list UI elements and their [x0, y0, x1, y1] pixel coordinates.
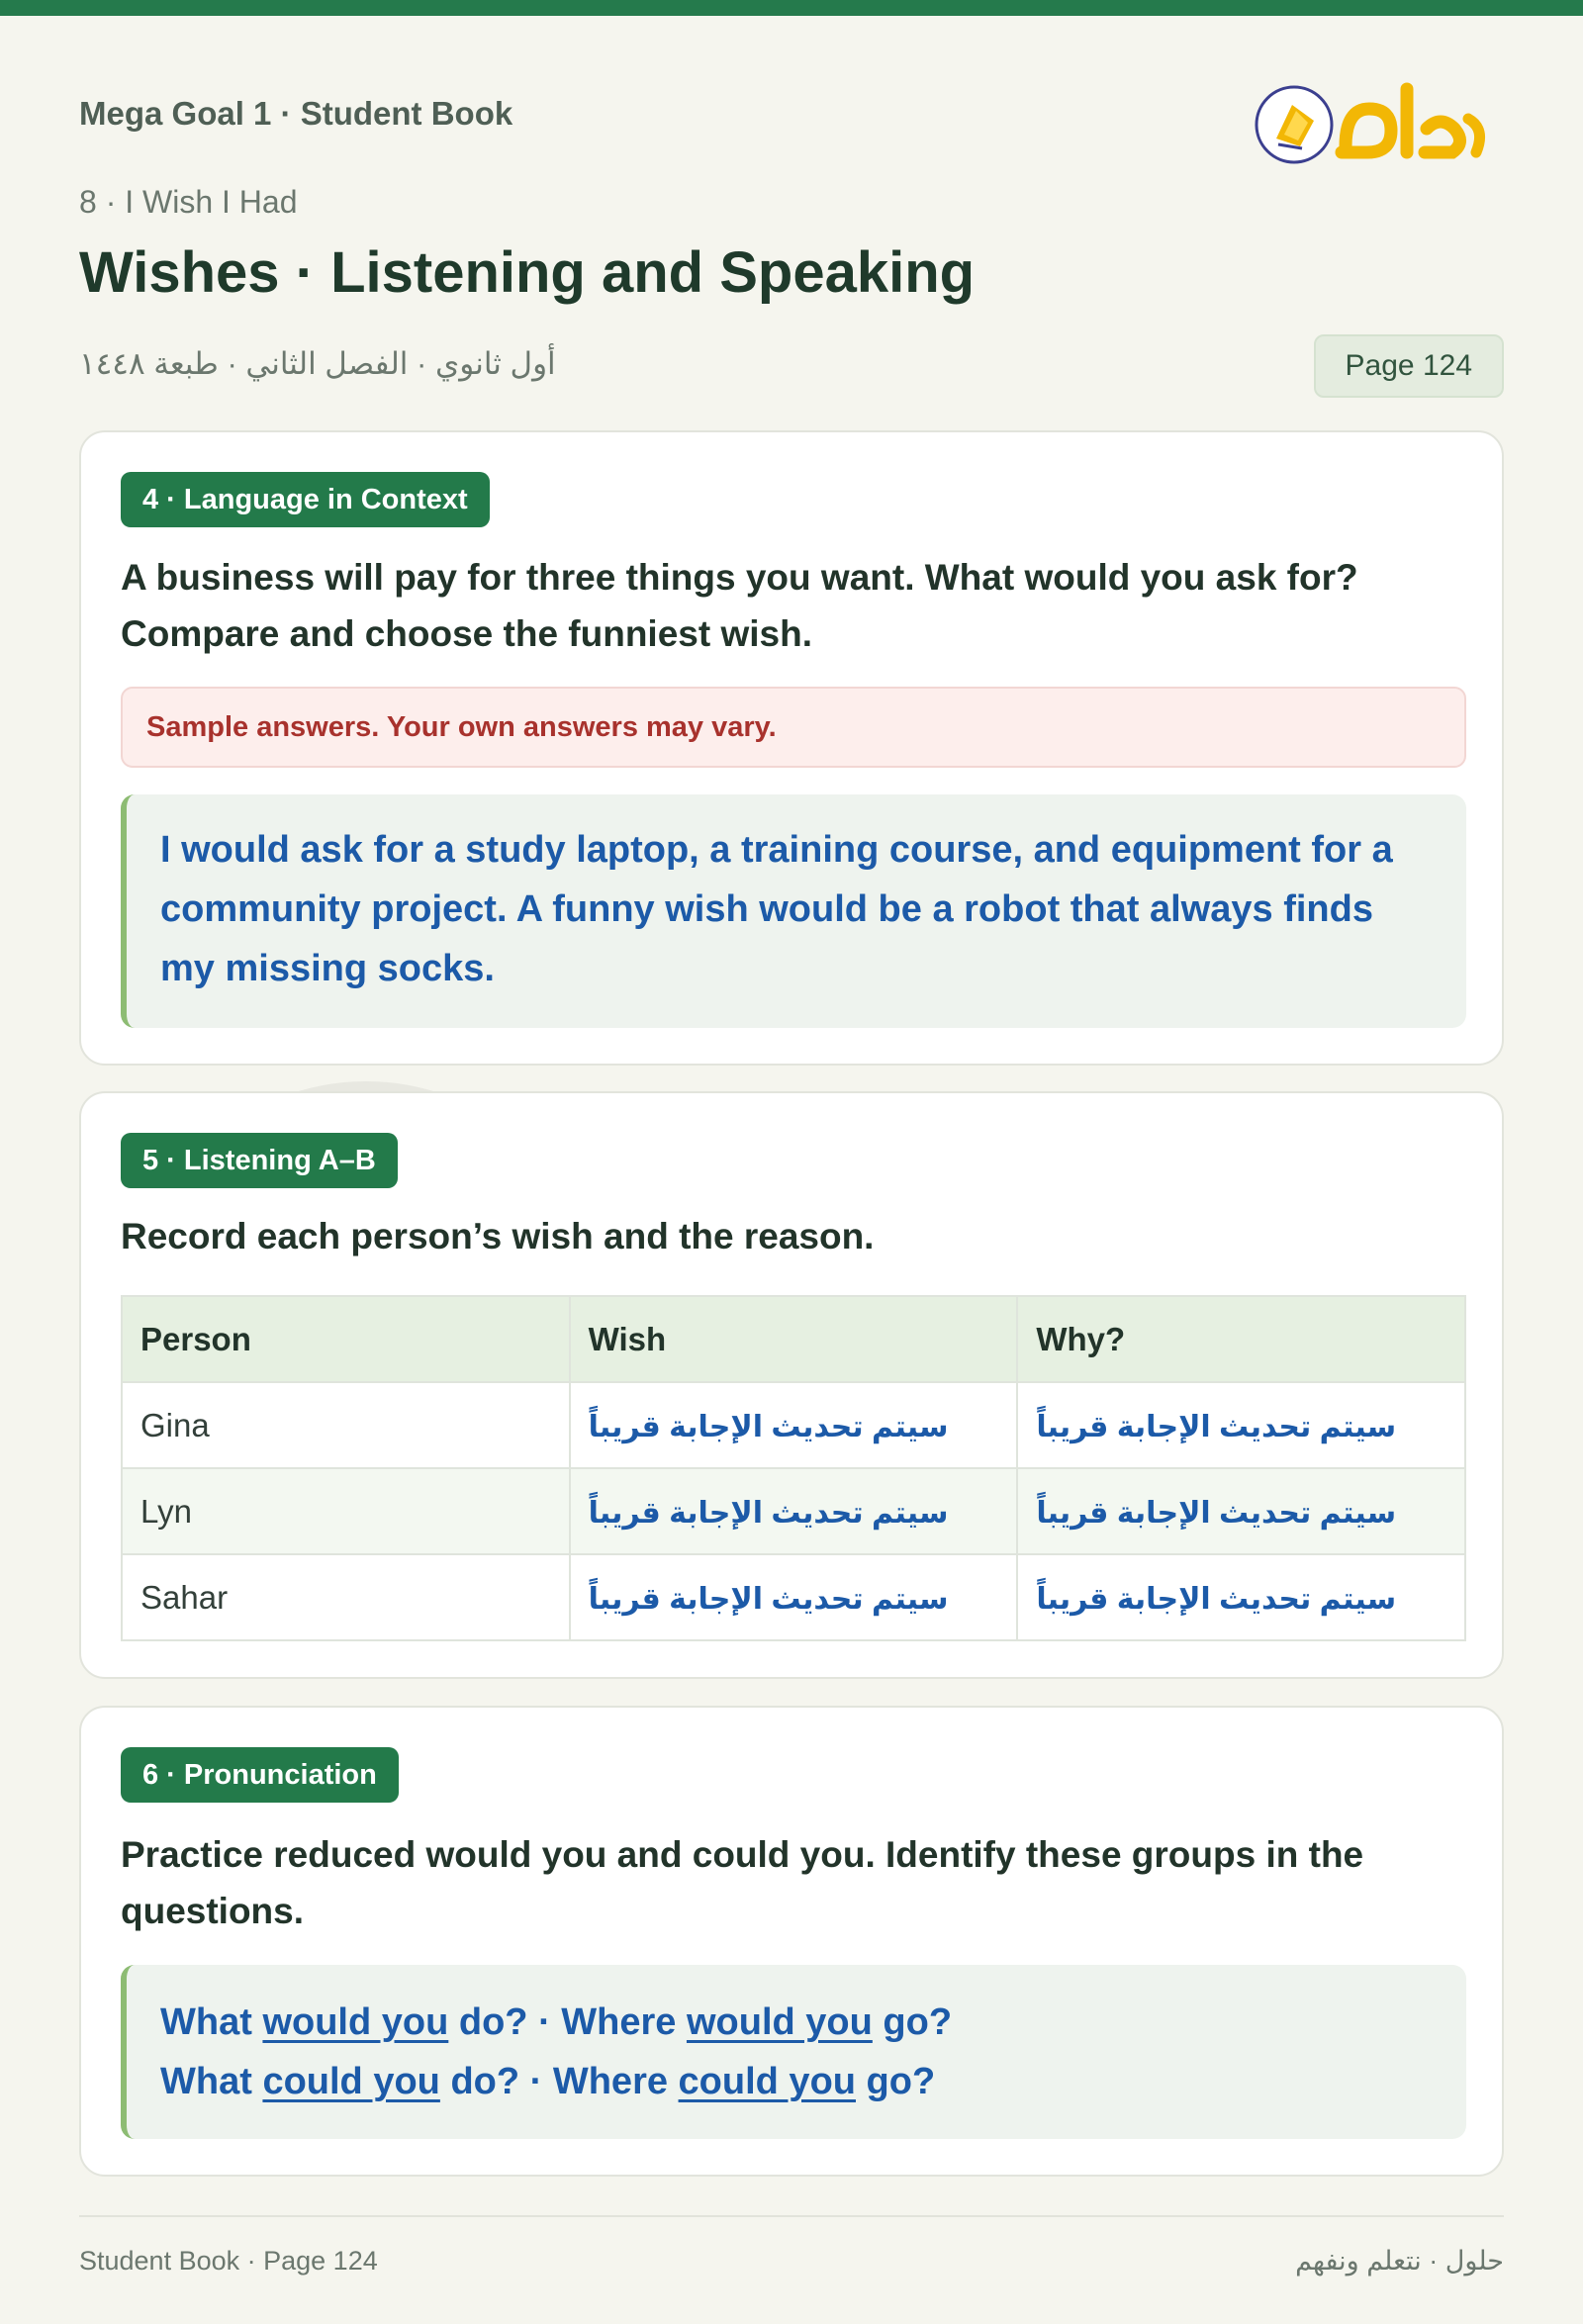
why-answer-placeholder: سيتم تحديث الإجابة قريباً [1036, 1582, 1397, 1616]
table-row [122, 1554, 1465, 1640]
person-cell: Lyn [122, 1468, 570, 1554]
section-tag-listening: 5 · Listening A–B [121, 1133, 398, 1188]
book-title: Mega Goal 1 · Student Book [79, 95, 513, 132]
pronunciation-examples [121, 1965, 1466, 2139]
person-cell: Sahar [122, 1554, 570, 1640]
page-title: Wishes · Listening and Speaking [79, 240, 976, 305]
person-cell: Gina [122, 1382, 570, 1468]
top-accent-bar [0, 0, 1583, 16]
why-answer-placeholder: سيتم تحديث الإجابة قريباً [1036, 1496, 1397, 1530]
why-answer-placeholder: سيتم تحديث الإجابة قريباً [1036, 1410, 1397, 1443]
wish-answer-placeholder: سيتم تحديث الإجابة قريباً [588, 1410, 949, 1443]
reduced-group: could you [262, 2061, 440, 2102]
text-segment: What [160, 2061, 263, 2102]
footer-page-label: Student Book · Page 124 [79, 2246, 378, 2276]
why-cell [1017, 1382, 1465, 1468]
column-header-wish: Wish [570, 1296, 1018, 1382]
text-segment: do? · Where [439, 2061, 679, 2102]
wish-answer-placeholder: سيتم تحديث الإجابة قريباً [588, 1582, 949, 1616]
language-answer: I would ask for a study laptop, a training course, and equipment for a community project. A funny wish would be a robot that always finds my missing socks. [121, 794, 1466, 1028]
table-row [122, 1382, 1465, 1468]
text-segment: go? [856, 2061, 936, 2102]
sample-answers-note: Sample answers. Your own answers may vary. [121, 687, 1466, 768]
unit-line: 8 · I Wish I Had [79, 184, 298, 220]
text-segment: do? · Where [448, 2001, 687, 2043]
hulul-logo[interactable] [1243, 69, 1490, 178]
pronunciation-card [79, 1706, 1504, 2177]
language-prompt: A business will pay for three things you want. What would you ask for? Compare and choose the funniest wish. [121, 557, 1358, 654]
section-tag-pronunciation: 6 · Pronunciation [121, 1747, 399, 1803]
wishes-table [121, 1295, 1466, 1641]
section-tag-language: 4 · Language in Context [121, 472, 490, 527]
reduced-group: could you [678, 2061, 856, 2102]
pronunciation-line-would [160, 1993, 1433, 2052]
reduced-group: would you [262, 2001, 449, 2043]
wish-cell [570, 1468, 1018, 1554]
column-header-person: Person [122, 1296, 570, 1382]
why-cell [1017, 1468, 1465, 1554]
table-header-row [122, 1296, 1465, 1382]
table-row [122, 1468, 1465, 1554]
page-header [79, 69, 1504, 406]
grade-term-edition: أول ثانوي · الفصل الثاني · طبعة ١٤٤٨ [79, 346, 556, 381]
pronunciation-prompt: Practice reduced would you and could you. Identify these groups in the questions. [121, 1834, 1364, 1931]
hulul-wordmark-icon [1342, 89, 1480, 152]
listening-prompt: Record each person’s wish and the reason. [121, 1216, 875, 1256]
page-number-badge: Page 124 [1314, 334, 1504, 398]
text-segment: What [160, 2001, 263, 2043]
wish-answer-placeholder: سيتم تحديث الإجابة قريباً [588, 1496, 949, 1530]
wish-cell [570, 1554, 1018, 1640]
pronunciation-line-could [160, 2052, 1433, 2111]
wish-cell [570, 1382, 1018, 1468]
listening-card [79, 1091, 1504, 1679]
why-cell [1017, 1554, 1465, 1640]
column-header-why: Why? [1017, 1296, 1465, 1382]
book-pen-logo-icon [1257, 87, 1332, 162]
footer-brand-tagline: حلول · نتعلم ونفهم [1295, 2246, 1504, 2276]
language-in-context-card [79, 430, 1504, 1066]
footer-divider [79, 2215, 1504, 2217]
text-segment: go? [872, 2001, 953, 2043]
reduced-group: would you [686, 2001, 873, 2043]
